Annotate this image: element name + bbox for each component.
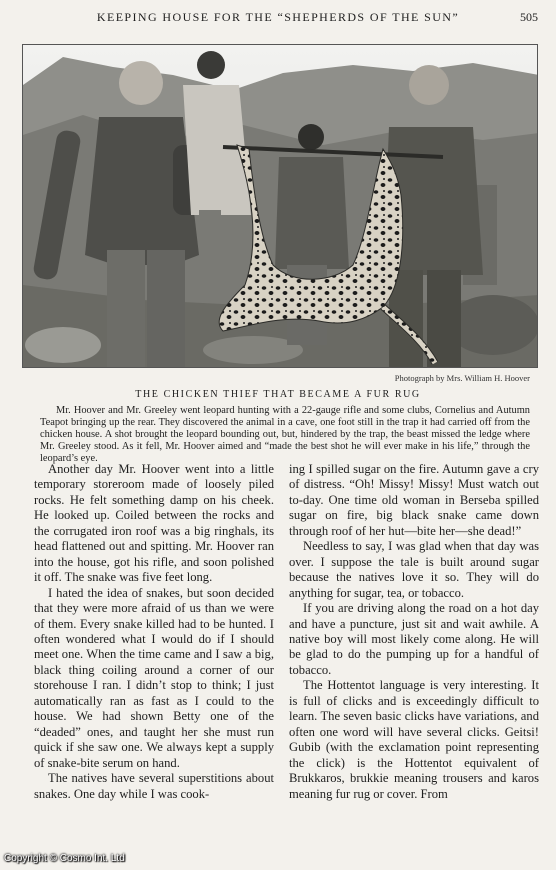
paragraph: ing I spilled sugar on the fire. Autumn gave a cry of distress. “Oh! Missy! Missy! Must watch out to-day. One time old woman in Berseba spilled sugar on fire, big black snake came down through roof of her hut—bite her—she dead!”: [289, 462, 539, 538]
page-header: [0, 10, 556, 30]
photo-illustration: [23, 45, 538, 368]
paragraph: Needless to say, I was glad when that day was over. I suppose the tale is built around sugar because the natives love it so. They will do anything for sugar, tea, or tobacco.: [289, 539, 539, 600]
leopard-hunt-photo: [22, 44, 538, 368]
paragraph: If you are driving along the road on a hot day and have a puncture, just sit and wait awhile. A native boy will most likely come along. He will be glad to do the pumping up for a handful of tobacco.: [289, 601, 539, 677]
copyright-watermark: Copyright © Cosmo Int. Ltd: [4, 853, 125, 864]
paragraph: Another day Mr. Hoover went into a little temporary storeroom made of loosely piled rocks. He felt something damp on his cheek. He looked up. Coiled between the rocks and the corrugated iron roof was a big ringhals, its head flattened out and spitting. Mr. Hoover ran into the house, got his rifle, and soon polished it off. The snake was five feet long.: [34, 462, 274, 585]
paragraph: The Hottentot language is very interesting. It is full of clicks and is exceedingly difficult to learn. The seven basic clicks have variations, and often one word will have several clicks. Geitsi! Gubib (with the exclamation point representing the click) is the Hottentot equivalent of Brukkaros, brukkie meaning trousers and karos meaning fur rug or cover. From: [289, 678, 539, 801]
text-column-right: [289, 462, 539, 802]
caption-body: Mr. Hoover and Mr. Greeley went leopard hunting with a 22-gauge rifle and some clubs, Cornelius and Autumn Teapot bringing up the rear. They discovered the animal in a cave, one foot still in the trap it had carried off from the chicken house. A shot brought the leopard bounding out, but, hindered by the trap, the beast missed the ledge where Mr. Greeley stood. As it fell, Mr. Hoover aimed and “made the best shot he will ever make in his life,” through the leopard’s eye.: [40, 405, 530, 464]
page-number: 505: [520, 10, 538, 24]
paragraph: The natives have several superstitions about snakes. One day while I was cook-: [34, 771, 274, 801]
photo-credit: Photograph by Mrs. William H. Hoover: [394, 373, 530, 383]
caption-title: THE CHICKEN THIEF THAT BECAME A FUR RUG: [135, 389, 421, 400]
text-column-left: [34, 462, 274, 802]
running-head: KEEPING HOUSE FOR THE “SHEPHERDS OF THE SUN”: [96, 10, 460, 24]
paragraph: I hated the idea of snakes, but soon decided that they were more afraid of us than we were of them. Every snake killed had to be hunted. I often wondered what I would do if I should meet one. When the time came and I saw a big, black thing coiling around a corner of our storehouse I ran. I didn’t stop to think; I just automatically ran as fast as I could to the house. We had shown Betty one of the “deaded” ones, and taught her she must run quick if she saw one. We always kept a supply of snake-bite serum on hand.: [34, 585, 274, 770]
